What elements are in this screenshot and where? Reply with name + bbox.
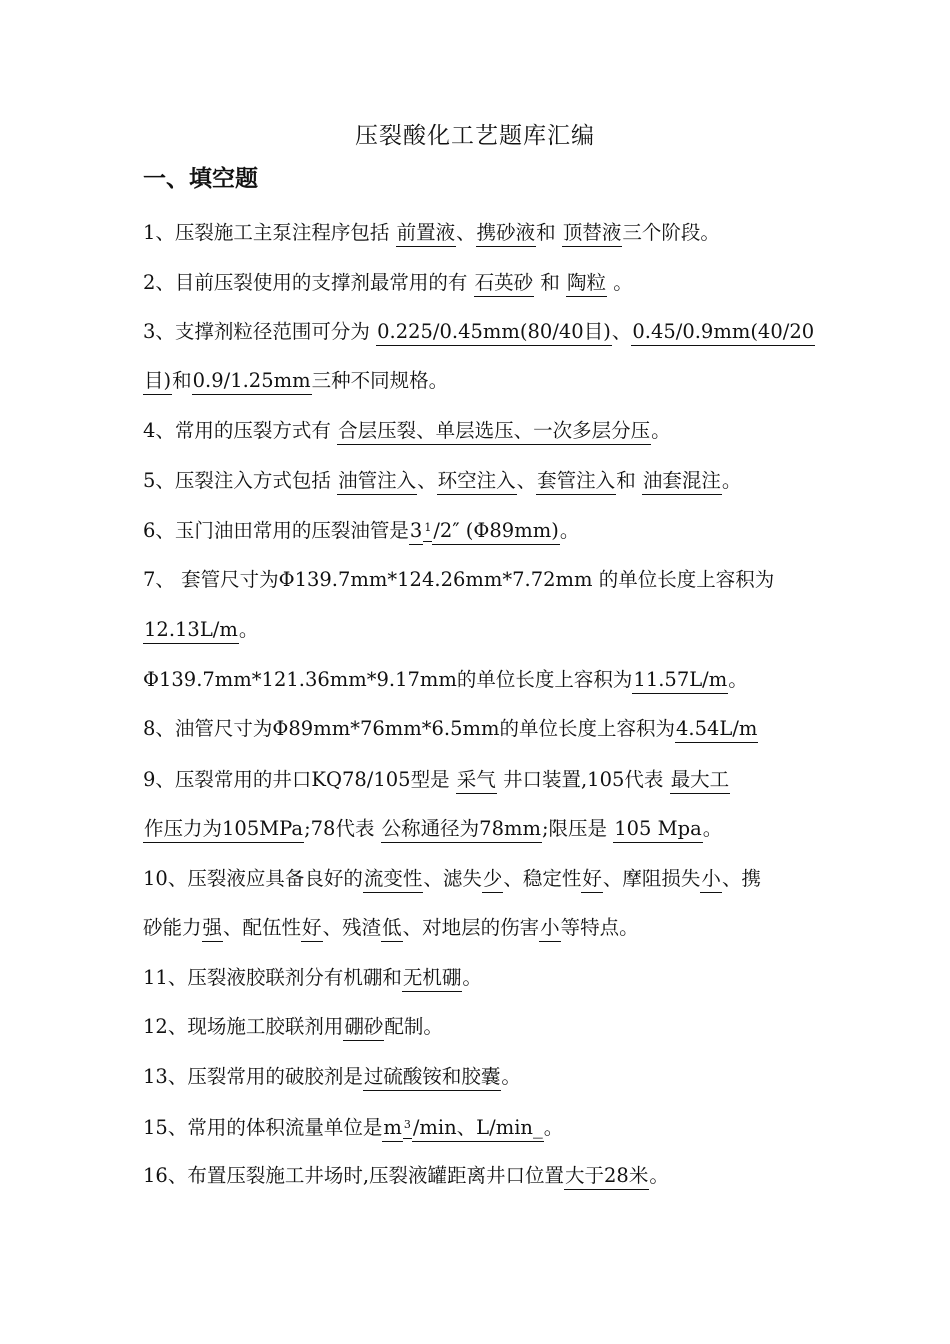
question-text: 3、支撑剂粒径范围可分为 [143, 320, 377, 343]
question-text: 三个阶段。 [622, 221, 720, 244]
question-text: 。 [238, 618, 259, 641]
answer-blank: 顶替液 [562, 220, 623, 247]
question-line [143, 515, 843, 545]
question-text: 2、目前压裂使用的支撑剂最常用的有 [143, 271, 474, 294]
document-title: 压裂酸化工艺题库汇编 [355, 123, 595, 149]
answer-blank: 油管注入 [337, 468, 417, 495]
question-line [143, 765, 843, 795]
question-text: 和 [534, 271, 567, 294]
answer-blank: 好 [581, 866, 603, 893]
answer-blank: 0.9/1.25mm [192, 368, 312, 395]
answer-blank: 3 [409, 518, 423, 545]
answer-blank: 流变性 [363, 866, 424, 893]
question-text: 4、常用的压裂方式有 [143, 419, 338, 442]
answer-blank: m [382, 1115, 403, 1142]
question-line [143, 366, 843, 396]
answer-blank: 少 [482, 866, 504, 893]
question-line [143, 714, 843, 744]
question-text: 15、常用的体积流量单位是 [143, 1116, 383, 1139]
answer-blank: 好 [301, 915, 323, 942]
question-text: 井口装置,105代表 [496, 768, 670, 791]
question-text: ;限压是 [541, 817, 614, 840]
question-text: 11、压裂液胶联剂分有机硼和 [143, 966, 402, 989]
answer-blank: 陶粒 [566, 270, 607, 297]
answer-blank: 4.54L/m [675, 716, 758, 743]
question-text: 。 [543, 1116, 564, 1139]
question-text: 、携 [721, 867, 761, 890]
question-line [143, 218, 843, 248]
answer-blank: 过硫酸铵和胶囊 [363, 1064, 502, 1091]
question-line [143, 963, 843, 993]
question-text: 7、 套管尺寸为Φ139.7mm*124.26mm*7.72mm 的单位长度上容积为 [143, 568, 775, 591]
question-line [143, 1112, 843, 1142]
question-text: 、对地层的伤害 [402, 916, 540, 939]
question-text: 。 [501, 1065, 521, 1088]
answer-blank: 油套混注 [642, 468, 722, 495]
answer-blank: 前置液 [396, 220, 457, 247]
question-line [143, 814, 843, 844]
answer-blank: 公称通径为78mm [381, 816, 542, 843]
question-text: 、稳定性 [503, 867, 582, 890]
question-text: 10、压裂液应具备良好的 [143, 867, 363, 890]
question-text: 等特点。 [560, 916, 639, 939]
question-text: 。 [649, 1164, 669, 1187]
question-text: 。 [462, 966, 482, 989]
question-line [143, 864, 843, 894]
question-text: 、 [516, 469, 537, 492]
answer-blank: 无机硼 [402, 965, 463, 992]
answer-blank: 硼砂 [343, 1014, 384, 1041]
question-text: 。 [728, 668, 748, 691]
answer-blank: 0.45/0.9mm(40/20 [631, 319, 815, 346]
question-text: 砂能力 [143, 916, 202, 939]
question-text: 9、压裂常用的井口KQ78/105型是 [143, 768, 456, 791]
question-text: 和 [172, 369, 192, 392]
answer-blank: 0.225/0.45mm(80/40目) [376, 319, 612, 346]
question-text: 、摩阻损失 [602, 867, 701, 890]
question-text: 、滤失 [423, 867, 482, 890]
question-text: 6、玉门油田常用的压裂油管是 [143, 519, 409, 542]
answer-blank: 105 Mpa [613, 816, 703, 843]
question-text: 、 [456, 221, 476, 244]
answer-blank: 石英砂 [474, 270, 535, 297]
question-text: 16、布置压裂施工井场时,压裂液罐距离井口位置 [143, 1164, 565, 1187]
question-line [143, 1161, 843, 1191]
question-text: 、残渣 [322, 916, 382, 939]
answer-blank: 目) [143, 368, 172, 395]
question-text: 、 [417, 469, 437, 492]
answer-blank: 强 [202, 915, 224, 942]
question-text: ;78代表 [304, 817, 381, 840]
question-text: 。 [702, 817, 723, 840]
question-text: 。 [651, 419, 671, 442]
answer-blank: /min、L/min_ [412, 1115, 544, 1142]
answer-blank: 小 [700, 866, 722, 893]
question-line [143, 268, 843, 298]
question-text: 8、油管尺寸为Φ89mm*76mm*6.5mm的单位长度上容积为 [143, 717, 675, 740]
question-line [143, 1062, 843, 1092]
question-line [143, 1012, 843, 1042]
answer-blank: 环空注入 [437, 468, 517, 495]
question-line [143, 317, 843, 347]
answer-blank: 1 [423, 515, 432, 542]
question-line [143, 565, 843, 595]
question-text: 。 [559, 519, 580, 542]
answer-blank: 低 [381, 915, 403, 942]
question-text: 、配伍性 [223, 916, 302, 939]
question-text: 13、压裂常用的破胶剂是 [143, 1065, 363, 1088]
question-text: 12、现场施工胶联剂用 [143, 1015, 344, 1038]
question-text: 、 [611, 320, 632, 343]
question-text: Φ139.7mm*121.36mm*9.17mm的单位长度上容积为 [143, 668, 633, 691]
question-text: 1、压裂施工主泵注程序包括 [143, 221, 396, 244]
question-text: 。 [607, 271, 633, 294]
answer-blank: 11.57L/m [632, 667, 728, 694]
question-text: 和 [616, 469, 642, 492]
question-line [143, 466, 843, 496]
answer-blank: 小 [539, 915, 561, 942]
question-text: 配制。 [384, 1015, 443, 1038]
answer-blank: 3 [403, 1112, 412, 1139]
question-text: 。 [721, 469, 742, 492]
section-heading: 一、填空题 [143, 166, 258, 192]
answer-blank: /2″ (Φ89mm) [432, 518, 559, 545]
answer-blank: 套管注入 [536, 468, 616, 495]
answer-blank: 最大工 [670, 767, 731, 794]
question-line [143, 416, 843, 446]
answer-blank: 12.13L/m [143, 617, 239, 644]
question-line [143, 615, 843, 645]
answer-blank: 作压力为105MPa [143, 816, 304, 843]
question-line [143, 665, 843, 695]
question-text: 和 [536, 221, 562, 244]
question-text: 三种不同规格。 [311, 369, 449, 392]
answer-blank: 采气 [456, 767, 497, 794]
answer-blank: 携砂液 [476, 220, 537, 247]
question-text: 5、压裂注入方式包括 [143, 469, 338, 492]
question-line [143, 913, 843, 943]
answer-blank: 大于28米 [564, 1163, 649, 1190]
answer-blank: 合层压裂、单层选压、一次多层分压 [337, 418, 651, 445]
